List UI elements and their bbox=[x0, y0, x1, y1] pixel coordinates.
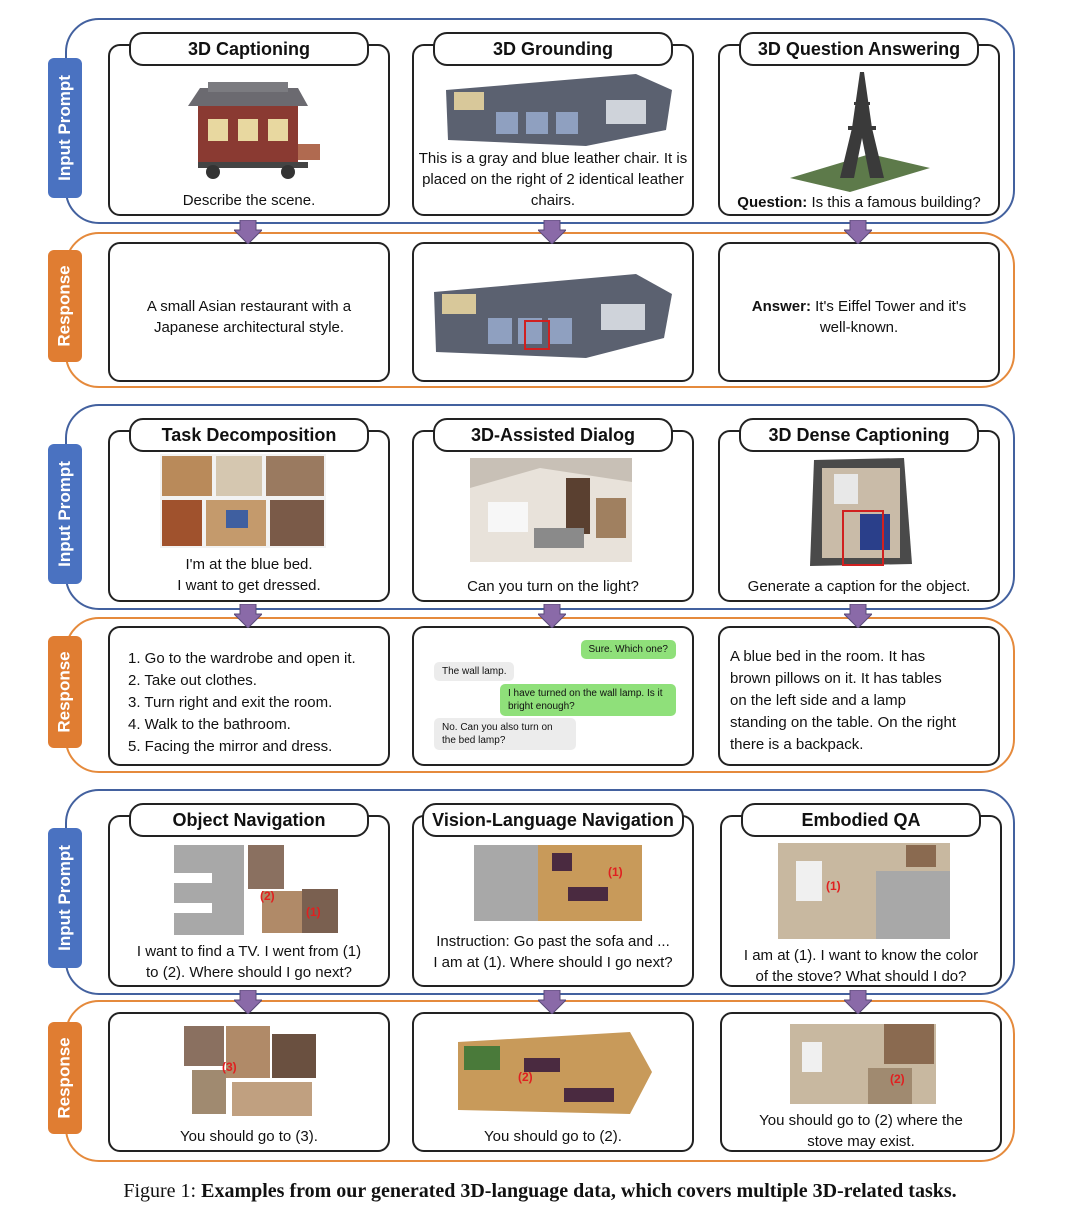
dialog-title: 3D-Assisted Dialog bbox=[433, 418, 672, 452]
dialog-prompt-text: Can you turn on the light? bbox=[467, 578, 639, 595]
arrow-down-icon bbox=[538, 604, 566, 628]
objnav-mark-2: (2) bbox=[260, 889, 275, 903]
objnav-prompt-card bbox=[108, 809, 390, 987]
row1-input-tag: Input Prompt bbox=[48, 58, 82, 198]
decomposition-prompt-card bbox=[108, 424, 390, 602]
room-render-image bbox=[470, 458, 632, 562]
objnav-prompt-line1: I want to find a TV. I went from (1) bbox=[136, 943, 362, 960]
arrow-down-icon bbox=[844, 604, 872, 628]
qa-answer-text: It's Eiffel Tower and it's well-known. bbox=[810, 298, 967, 336]
arrow-down-icon bbox=[234, 220, 262, 244]
row2-input-tag: Input Prompt bbox=[48, 444, 82, 584]
dense-caption-line1: A blue bed in the room. It has bbox=[730, 648, 926, 665]
objnav-result-image bbox=[182, 1024, 318, 1120]
figure-caption-text: Examples from our generated 3D-language data, which covers multiple 3D-related tasks. bbox=[201, 1180, 957, 1202]
vln-response-card bbox=[412, 1012, 694, 1152]
arrow-down-icon bbox=[538, 220, 566, 244]
captioning-prompt-card bbox=[108, 38, 390, 216]
decomposition-prompt-line1: I'm at the blue bed. bbox=[185, 556, 313, 573]
eqa-result-image bbox=[788, 1022, 938, 1106]
eiffel-tower-image bbox=[780, 68, 940, 192]
decomposition-response-card bbox=[108, 626, 390, 766]
vln-prompt-line1: Instruction: Go past the sofa and ... bbox=[436, 933, 670, 950]
dense-caption-line2: brown pillows on it. It has tables bbox=[730, 670, 942, 687]
chat-bubble-user-1: The wall lamp. bbox=[434, 662, 514, 681]
figure-label: Figure 1: bbox=[123, 1180, 202, 1202]
grounding-bbox bbox=[524, 320, 550, 350]
eqa-response-line1: You should go to (2) where the bbox=[759, 1112, 963, 1129]
arrow-down-icon bbox=[844, 990, 872, 1014]
decomposition-step-2: 2. Take out clothes. bbox=[128, 672, 257, 689]
eqa-response-card bbox=[720, 1012, 1002, 1152]
vln-prompt-line2: I am at (1). Where should I go next? bbox=[433, 954, 673, 971]
qa-title: 3D Question Answering bbox=[739, 32, 978, 66]
eqa-title: Embodied QA bbox=[741, 803, 980, 837]
decomposition-step-5: 5. Facing the mirror and dress. bbox=[128, 738, 333, 755]
captioning-response-text: A small Asian restaurant with a Japanese architectural style. bbox=[146, 298, 352, 336]
vln-mark-2: (2) bbox=[518, 1070, 533, 1084]
eqa-mark-1: (1) bbox=[826, 879, 841, 893]
captioning-title: 3D Captioning bbox=[129, 32, 368, 66]
qa-prompt-text bbox=[722, 192, 996, 213]
grounding-response-card bbox=[412, 242, 694, 382]
figure-caption bbox=[0, 1180, 1080, 1203]
dense-caption-line5: there is a backpack. bbox=[730, 736, 864, 753]
vln-result-image bbox=[454, 1028, 654, 1118]
vln-map-image bbox=[472, 843, 644, 923]
objnav-response-text: You should go to (3). bbox=[180, 1128, 318, 1145]
row3-input-tag: Input Prompt bbox=[48, 828, 82, 968]
qa-question-label: Question: bbox=[737, 194, 808, 211]
row1-response-tag: Response bbox=[48, 250, 82, 362]
chat-bubble-assistant-1: Sure. Which one? bbox=[581, 640, 677, 659]
arrow-down-icon bbox=[234, 990, 262, 1014]
qa-question-text: Is this a famous building? bbox=[807, 194, 981, 211]
vln-prompt-card bbox=[412, 809, 694, 987]
captioning-response-card bbox=[108, 242, 390, 382]
qa-answer-label: Answer: bbox=[751, 298, 811, 315]
dense-caption-line3: on the left side and a lamp bbox=[730, 692, 906, 709]
objnav-title: Object Navigation bbox=[129, 803, 368, 837]
decomposition-prompt-line2: I want to get dressed. bbox=[177, 577, 321, 594]
decomposition-step-3: 3. Turn right and exit the room. bbox=[128, 694, 333, 711]
eqa-response-line2: stove may exist. bbox=[807, 1133, 915, 1150]
decomposition-step-4: 4. Walk to the bathroom. bbox=[128, 716, 291, 733]
objnav-prompt-line2: to (2). Where should I go next? bbox=[146, 964, 352, 981]
restaurant-image bbox=[178, 74, 328, 184]
objnav-map-image bbox=[172, 843, 340, 937]
row3-response-tag: Response bbox=[48, 1022, 82, 1134]
qa-response-card bbox=[718, 242, 1000, 382]
dense-caption-line4: standing on the table. On the right bbox=[730, 714, 956, 731]
eqa-prompt-card bbox=[720, 809, 1002, 987]
qa-response-text bbox=[740, 296, 978, 338]
vln-mark-1: (1) bbox=[608, 865, 623, 879]
eqa-mark-2: (2) bbox=[890, 1072, 905, 1086]
grounding-scan-image bbox=[436, 70, 676, 148]
captioning-prompt-text: Describe the scene. bbox=[182, 192, 316, 209]
dense-caption-prompt-card bbox=[718, 424, 1000, 602]
dialog-response-card bbox=[412, 626, 694, 766]
floorplan-image bbox=[160, 454, 326, 548]
grounding-title: 3D Grounding bbox=[433, 32, 672, 66]
dense-caption-bbox bbox=[842, 510, 884, 566]
objnav-response-card bbox=[108, 1012, 390, 1152]
vln-title: Vision-Language Navigation bbox=[422, 803, 683, 837]
objnav-mark-3: (3) bbox=[222, 1060, 237, 1074]
decomposition-step-1: 1. Go to the wardrobe and open it. bbox=[128, 650, 356, 667]
qa-prompt-card bbox=[718, 38, 1000, 216]
grounding-prompt-card bbox=[412, 38, 694, 216]
objnav-mark-1: (1) bbox=[306, 905, 321, 919]
chat-bubble-assistant-2: I have turned on the wall lamp. Is it bright enough? bbox=[500, 684, 676, 716]
eqa-map-image bbox=[776, 841, 952, 941]
eqa-prompt-line1: I am at (1). I want to know the color bbox=[743, 947, 979, 964]
dense-caption-title: 3D Dense Captioning bbox=[739, 418, 978, 452]
chat-bubble-user-2: No. Can you also turn on the bed lamp? bbox=[434, 718, 576, 750]
arrow-down-icon bbox=[234, 604, 262, 628]
arrow-down-icon bbox=[844, 220, 872, 244]
grounding-prompt-text: This is a gray and blue leather chair. It is placed on the right of 2 identical leather chairs. bbox=[418, 150, 688, 209]
dense-caption-prompt-text: Generate a caption for the object. bbox=[747, 578, 971, 595]
grounding-result-image bbox=[426, 268, 676, 362]
decomposition-title: Task Decomposition bbox=[129, 418, 368, 452]
row2-response-tag: Response bbox=[48, 636, 82, 748]
vln-response-text: You should go to (2). bbox=[484, 1128, 622, 1145]
arrow-down-icon bbox=[538, 990, 566, 1014]
dialog-prompt-card bbox=[412, 424, 694, 602]
dense-caption-response-card bbox=[718, 626, 1000, 766]
eqa-prompt-line2: of the stove? What should I do? bbox=[755, 968, 967, 985]
